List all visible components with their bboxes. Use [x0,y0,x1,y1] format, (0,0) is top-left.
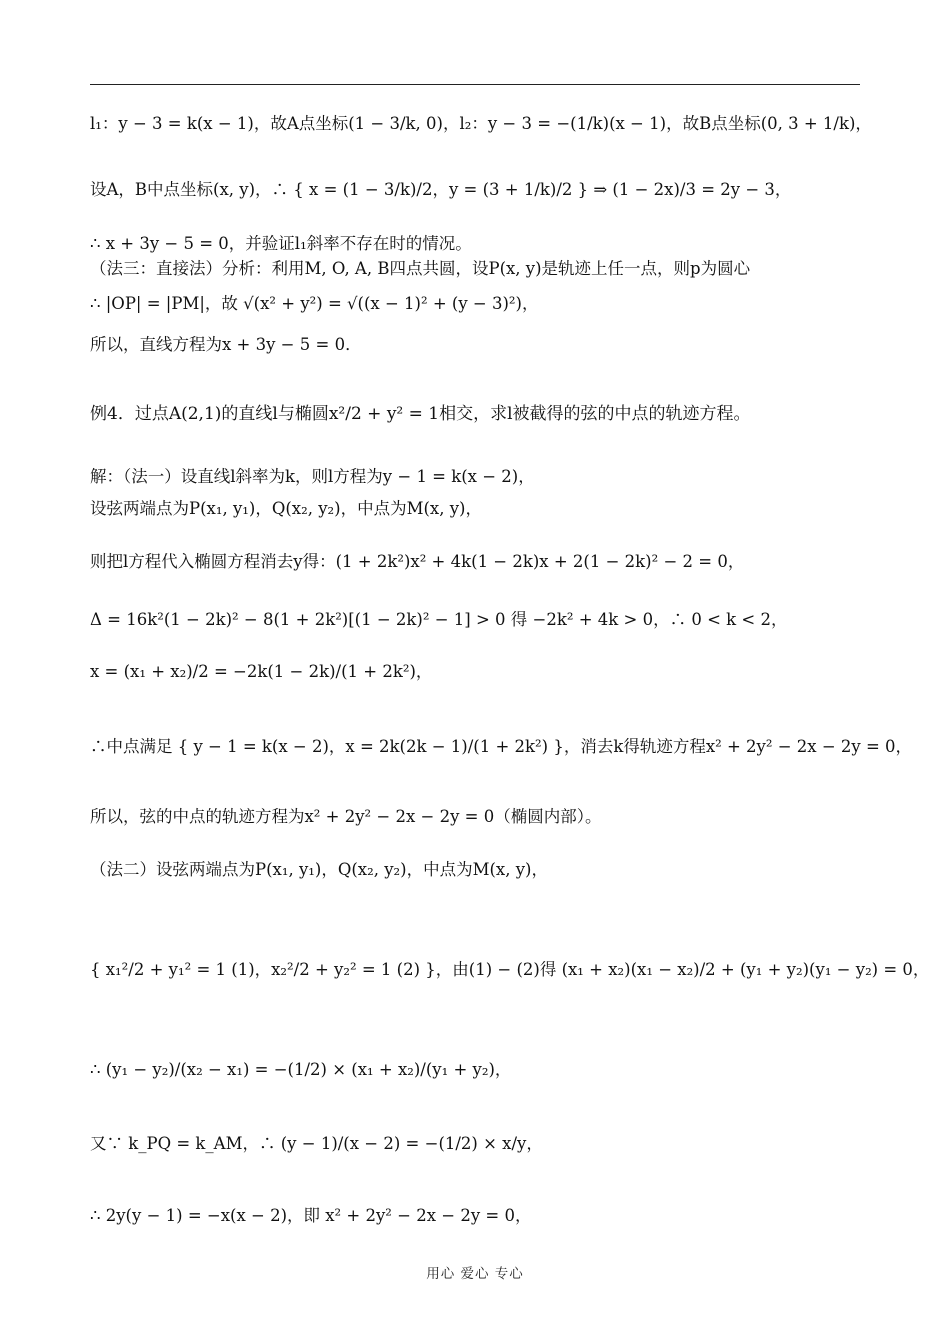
text-line-10: 则把l方程代入椭圆方程消去y得：(1 + 2k²)x² + 4k(1 − 2k)x + 2(1 − 2k)² − 2 = 0， [90,552,745,571]
text-line-6: 所以，直线方程为x + 3y − 5 = 0． [90,335,362,354]
text-line-14: 所以，弦的中点的轨迹方程为x² + 2y² − 2x − 2y = 0（椭圆内部）。 [90,807,602,826]
text-line-8: 解：（法一）设直线l斜率为k，则l方程为y − 1 = k(x − 2)， [90,467,535,486]
text-line-16: { x₁²/2 + y₁² = 1 (1)，x₂²/2 + y₂² = 1 (2) }，由(1) − (2)得 (x₁ + x₂)(x₁ − x₂)/2 + (y₁ + y₂)(y₁ − y₂) = 0， [90,960,930,979]
text-line-2: 设A，B中点坐标(x, y)，∴ { x = (1 − 3/k)/2，y = (3 + 1/k)/2 } ⇒ (1 − 2x)/3 = 2y − 3， [90,180,792,199]
text-line-17: ∴ (y₁ − y₂)/(x₂ − x₁) = −(1/2) × (x₁ + x₂)/(y₁ + y₂)， [90,1060,512,1079]
text-line-13: ∴中点满足 { y − 1 = k(x − 2)，x = 2k(2k − 1)/(1 + 2k²) }，消去k得轨迹方程x² + 2y² − 2x − 2y = 0， [90,737,913,756]
page-footer: 用心 爱心 专心 [426,1266,524,1282]
text-line-18: 又∵ k_PQ = k_AM，∴ (y − 1)/(x − 2) = −(1/2) × x/y， [90,1134,543,1153]
text-line-1: l₁：y − 3 = k(x − 1)，故A点坐标(1 − 3/k, 0)，l₂：y − 3 = −(1/k)(x − 1)，故B点坐标(0, 3 + 1/k)， [90,114,872,133]
text-line-3: ∴ x + 3y − 5 = 0，并验证l₁斜率不存在时的情况。 [90,234,472,253]
header-rule [90,84,860,85]
text-line-4: （法三：直接法）分析：利用M, O, A, B四点共圆，设P(x, y)是轨迹上任一点，则p为圆心 [90,259,751,278]
text-line-19: ∴ 2y(y − 1) = −x(x − 2)，即 x² + 2y² − 2x − 2y = 0， [90,1206,532,1225]
text-line-5: ∴ |OP| = |PM|，故 √(x² + y²) = √((x − 1)² + (y − 3)²)， [90,294,539,313]
text-line-15: （法二）设弦两端点为P(x₁, y₁)，Q(x₂, y₂)，中点为M(x, y)， [90,860,548,879]
text-line-9: 设弦两端点为P(x₁, y₁)，Q(x₂, y₂)，中点为M(x, y)， [90,499,482,518]
text-line-12: x = (x₁ + x₂)/2 = −2k(1 − 2k)/(1 + 2k²)， [90,662,433,681]
text-line-11: Δ = 16k²(1 − 2k)² − 8(1 + 2k²)[(1 − 2k)² − 1] > 0 得 −2k² + 4k > 0，∴ 0 < k < 2， [90,610,788,629]
example-4-title: 例4．过点A(2,1)的直线l与椭圆x²/2 + y² = 1相交，求l被截得的弦的中点的轨迹方程。 [90,404,751,424]
